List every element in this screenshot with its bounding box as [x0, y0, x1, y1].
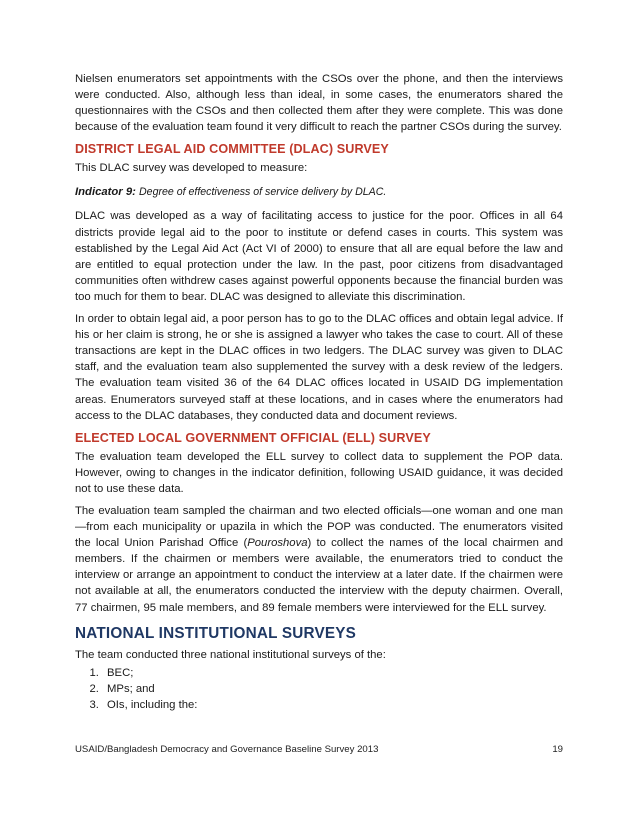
indicator-line	[75, 184, 563, 200]
intro-paragraph: Nielsen enumerators set appointments with the CSOs over the phone, and then the interviews were conducted. Also, although less than ideal, in some cases, the enumerators shared the questionnaires with the CSOs and then collected them after they were complete. This was done because of the evaluation team found it very difficult to reach the partner CSOs during the survey.	[75, 73, 563, 134]
list-item: 3. OIs, including the:	[102, 697, 563, 713]
indicator-text: Degree of effectiveness of service delivery by DLAC.	[139, 186, 387, 199]
list-item: 2. MPs; and	[102, 681, 563, 697]
national-surveys-list	[75, 665, 563, 713]
page-body	[75, 71, 563, 713]
dlac-lead: This DLAC survey was developed to measure:	[75, 162, 308, 175]
ell-paragraph-2	[75, 503, 563, 616]
dlac-heading: DISTRICT LEGAL AID COMMITTEE (DLAC) SURVEY	[75, 142, 389, 157]
list-item: 1. BEC;	[102, 665, 563, 681]
page-number: 19	[552, 744, 563, 755]
ell-paragraph-2-part-b: ) to collect the names of the local chairmen and members. If the chairmen or members were available, the enumerators tried to conduct the interview or arrange an appointment to conduct the interview at a later date. If the chairmen were not available at all, the enumerators conducted the interview with the deputy chairmen. Overall, 77 chairmen, 95 male members, and 89 female members were interviewed for the ELL survey.	[75, 537, 563, 614]
dlac-paragraph-2: In order to obtain legal aid, a poor person has to go to the DLAC offices and obtain legal advice. If his or her claim is strong, he or she is assigned a lawyer who takes the case to court. All of these transactions are kept in the DLAC offices in two ledgers. The DLAC survey was given to DLAC staff, and the evaluation team also supplemented the survey with a desk review of the ledgers. The evaluation team visited 36 of the 64 DLAC offices located in USAID DG implementation areas. Enumerators surveyed staff at these locations, and in cases where the enumerators had access to the DLAC databases, they conducted data and document reviews.	[75, 313, 563, 422]
ell-paragraph-2-part-a: The evaluation team sampled the chairman and two elected officials—one woman and one man—from each municipality or upazila in which the POP was conducted. The enumerators visited the local Union Parishad Office (	[75, 504, 563, 550]
indicator-label: Indicator 9:	[75, 186, 136, 199]
national-surveys-lead: The team conducted three national institutional surveys of the:	[75, 648, 386, 661]
page-footer	[75, 744, 563, 755]
national-surveys-heading: NATIONAL INSTITUTIONAL SURVEYS	[75, 624, 357, 642]
footer-title: USAID/Bangladesh Democracy and Governance Baseline Survey 2013	[75, 744, 379, 755]
dlac-paragraph-1: DLAC was developed as a way of facilitating access to justice for the poor. Offices in all 64 districts provide legal aid to the poor to institute or defend cases in courts. This system was established by the Legal Aid Act (Act VI of 2000) to ensure that all are equal before the law and are entitled to equal protection under the law. In the past, poor citizens from disadvantaged communities often withdrew cases against powerful opponents because the financial burden was too much for them to bear. DLAC was designed to alleviate this discrimination.	[75, 210, 563, 303]
ell-paragraph-2-italic: Pouroshova	[247, 537, 308, 550]
ell-heading: ELECTED LOCAL GOVERNMENT OFFICIAL (ELL) SURVEY	[75, 430, 431, 445]
ell-paragraph-1: The evaluation team developed the ELL survey to collect data to supplement the POP data. However, owing to changes in the indicator definition, following USAID guidance, it was decided not to use these data.	[75, 450, 563, 495]
